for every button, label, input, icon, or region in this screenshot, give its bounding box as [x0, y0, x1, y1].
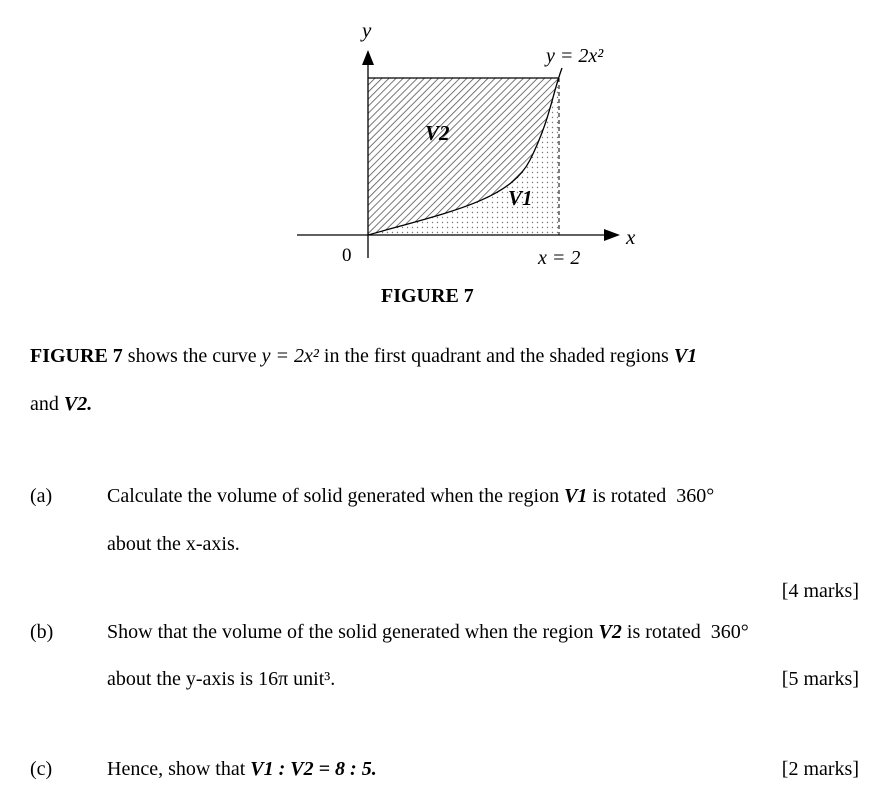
part-b-label: (b) — [30, 621, 54, 643]
part-a-region: V1 — [564, 485, 588, 507]
x-axis-arrow-icon — [604, 229, 620, 241]
intro-line-2 — [30, 393, 92, 416]
part-b-line-2: about the y-axis is 16π unit³. — [107, 668, 336, 690]
part-c-label: (c) — [30, 758, 53, 780]
intro-v2: V2. — [63, 393, 93, 415]
part-c-line-1 — [107, 758, 377, 781]
origin-label: 0 — [342, 245, 352, 266]
x-axis-label: x — [626, 225, 636, 249]
part-a-text-2: is rotated — [587, 485, 672, 507]
part-b-region: V2 — [598, 621, 622, 643]
intro-equation: y = 2x² — [261, 345, 319, 367]
part-a-line-2: about the x-axis. — [107, 533, 240, 555]
part-b-text: Show that the volume of the solid generated when the region — [107, 621, 599, 643]
y-axis-label: y — [362, 18, 372, 42]
part-b-angle: 360° — [710, 621, 749, 643]
part-a-label: (a) — [30, 485, 53, 507]
part-c-marks: [2 marks] — [781, 758, 859, 780]
intro-line-1 — [30, 345, 697, 368]
part-c-ratio: V1 : V2 = 8 : 5. — [250, 758, 377, 780]
line-label: x = 2 — [538, 247, 581, 269]
part-a-line-1 — [107, 485, 714, 508]
intro-text: shows the curve — [122, 345, 262, 367]
part-b-line-1 — [107, 621, 749, 644]
part-c-text: Hence, show that — [107, 758, 251, 780]
region-v2-label: V2 — [425, 121, 450, 145]
curve-label: y = 2x² — [546, 45, 604, 67]
figure-caption: FIGURE 7 — [381, 285, 474, 307]
part-b-text-2: is rotated — [621, 621, 706, 643]
region-v1-label: V1 — [508, 186, 533, 210]
part-a-angle: 360° — [676, 485, 715, 507]
intro-bold: FIGURE 7 — [30, 345, 123, 367]
part-a-marks: [4 marks] — [781, 580, 859, 602]
intro-v1: V1 — [673, 345, 698, 367]
intro-text-2: in the first quadrant and the shaded regions — [318, 345, 674, 367]
figure-7-diagram — [0, 0, 879, 310]
y-axis-arrow-icon — [362, 50, 374, 65]
part-b-marks: [5 marks] — [781, 668, 859, 690]
part-a-text: Calculate the volume of solid generated when the region — [107, 485, 565, 507]
intro-and: and — [30, 393, 64, 415]
